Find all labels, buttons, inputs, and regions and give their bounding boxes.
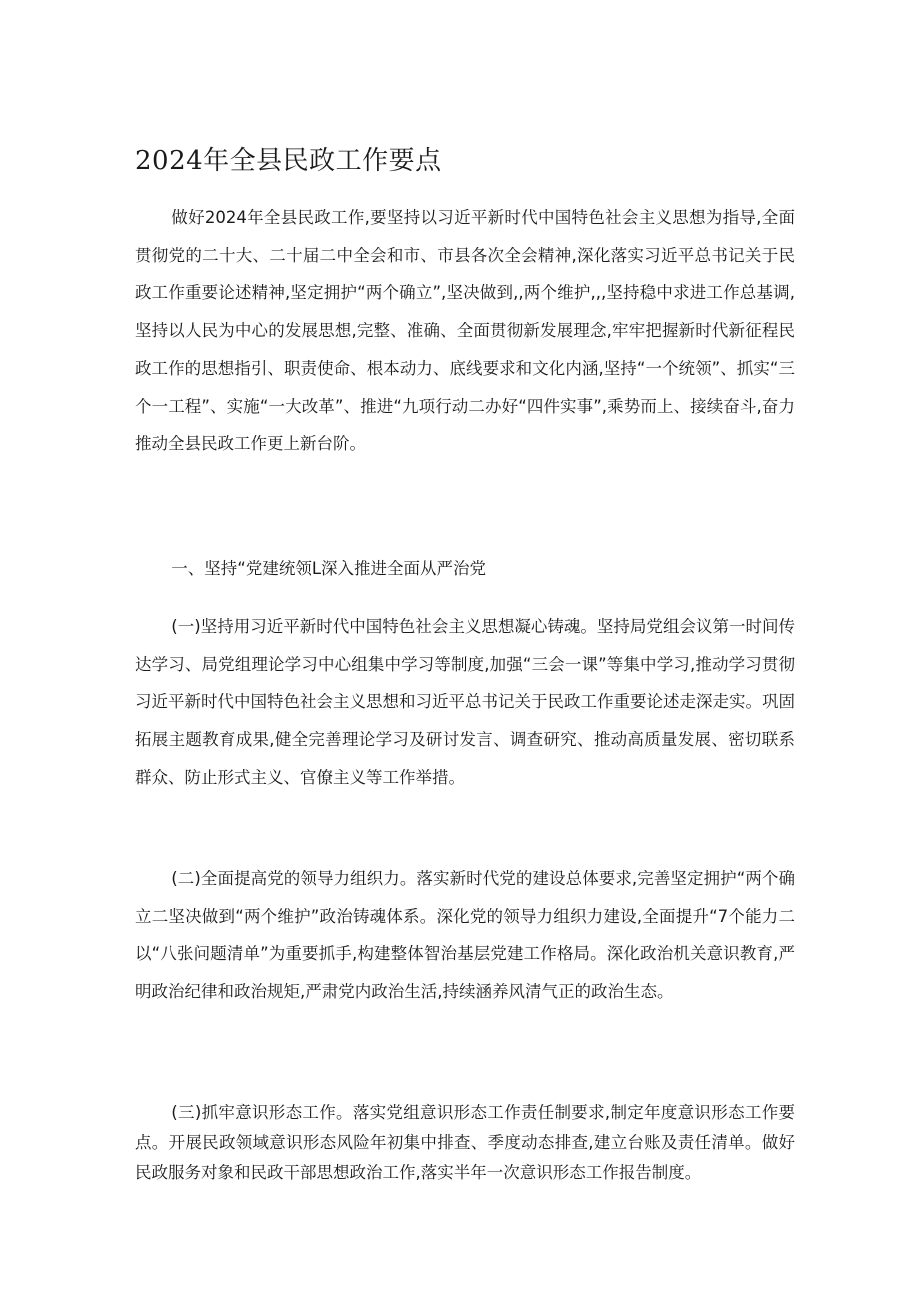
item-paragraph-1: (一)坚持用习近平新时代中国特色社会主义思想凝心铸魂。坚持局党组会议第一时间传达学习、局党组理论学习中心组集中学习等制度,加强“三会一课”等集中学习,推动学习贯彻习近平新时代中国特色社会主义思想和习近平总书记关于民政工作重要论述走深走实。巩固拓展主题教育成果,健全完善理论学习及研讨发言、调查研究、推动高质量发展、密切联系群众、防止形式主义、官僚主义等工作举措。 [135,617,795,787]
item-paragraph-3: (三)抓牢意识形态工作。落实党组意识形态工作责任制要求,制定年度意识形态工作要点。开展民政领域意识形态风险年初集中排查、季度动态排查,建立台账及责任清单。做好民政服务对象和民政干部思想政治工作,落实半年一次意识形态工作报告制度。 [135,1103,795,1182]
item-paragraph-2: (二)全面提高党的领导力组织力。落实新时代党的建设总体要求,完善坚定拥护“两个确立二坚决做到“两个维护”政治铸魂体系。深化党的领导力组织力建设,全面提升“7个能力二以“八张问题清单”为重要抓手,构建整体智治基层党建工作格局。深化政治机关意识教育,严明政治纪律和政治规矩,严肃党内政治生活,持续涵养风清气正的政治生态。 [135,869,795,1002]
document-title: 2024年全县民政工作要点 [135,146,442,176]
section-heading-1: 一、坚持“党建统领L深入推进全面从严治党 [171,559,487,578]
intro-paragraph: 做好2024年全县民政工作,要坚持以习近平新时代中国特色社会主义思想为指导,全面贯彻党的二十大、二十届二中全会和市、市县各次全会精神,深化落实习近平总书记关于民政工作重要论述精神,坚定拥护“两个确立”,坚决做到,,两个维护,,,坚持稳中求进工作总基调,坚持以人民为中心的发展思想,完整、准确、全面贯彻新发展理念,牢牢把握新时代新征程民政工作的思想指引、职责使命、根本动力、底线要求和文化内涵,坚持“一个统领”、抓实“三个一工程”、实施“一大改革”、推进“九项行动二办好“四件实事”,乘势而上、接续奋斗,奋力推动全县民政工作更上新台阶。 [135,208,795,454]
